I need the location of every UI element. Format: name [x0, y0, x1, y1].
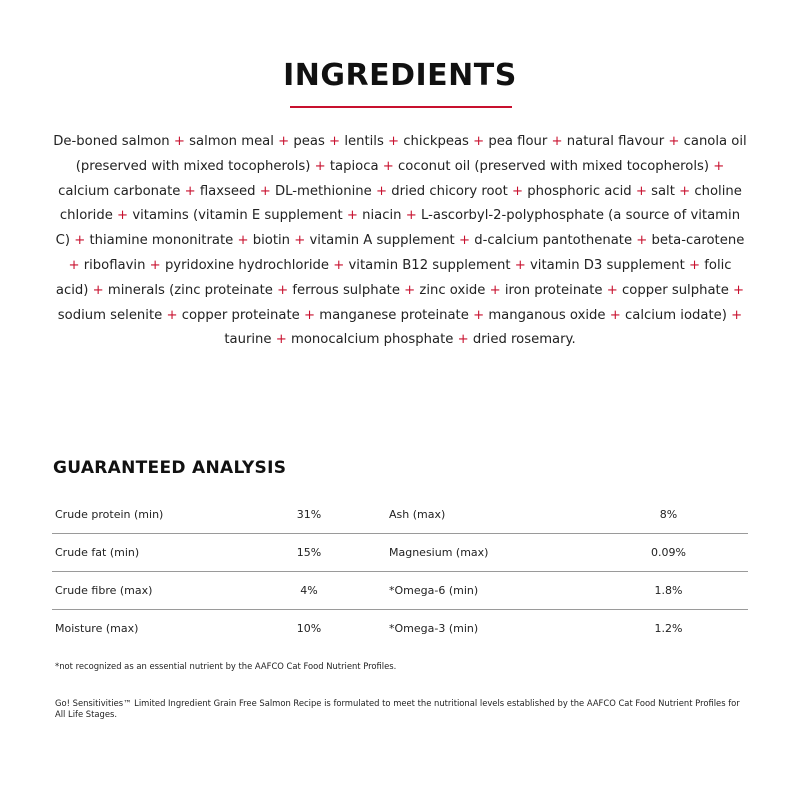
ingredient-item: folic acid)	[55, 257, 732, 298]
table-row	[52, 496, 748, 534]
ingredient-item: dried chicory root	[391, 183, 508, 199]
ingredient-item: pea flour	[488, 134, 548, 149]
ingredients-list	[52, 130, 748, 353]
ingredient-item: ferrous sulphate	[292, 282, 400, 298]
plus-separator: +	[184, 183, 196, 199]
footnote-omega: *not recognized as an essential nutrient by the AAFCO Cat Food Nutrient Profiles.	[55, 661, 397, 671]
plus-separator: +	[679, 183, 691, 199]
ingredient-item: taurine	[224, 332, 272, 348]
plus-separator: +	[405, 208, 417, 224]
plus-separator: +	[473, 134, 485, 149]
ingredient-item: chickpeas	[403, 134, 469, 149]
plus-separator: +	[314, 158, 326, 174]
plus-separator: +	[404, 282, 416, 298]
ingredient-item: vitamin B12 supplement	[348, 257, 511, 273]
plus-separator: +	[473, 307, 485, 323]
nutrient-label: Crude fat (min)	[52, 534, 289, 572]
ingredient-item: salt	[651, 183, 675, 199]
plus-separator: +	[294, 233, 306, 249]
plus-separator: +	[388, 134, 400, 149]
nutrient-value: 0.09%	[589, 534, 748, 572]
table-row	[52, 572, 748, 610]
ingredient-item: L-ascorbyl-2-polyphosphate (a source of vitamin C)	[55, 208, 741, 249]
plus-separator: +	[458, 233, 470, 249]
plus-separator: +	[237, 233, 249, 249]
plus-separator: +	[375, 183, 387, 199]
ingredient-item: calcium carbonate	[58, 183, 181, 199]
nutrient-value: 15%	[289, 534, 329, 572]
ingredient-item: flaxseed	[199, 183, 256, 199]
plus-separator: +	[329, 134, 341, 149]
nutrient-value: 4%	[289, 572, 329, 610]
plus-separator: +	[68, 257, 80, 273]
plus-separator: +	[173, 134, 185, 149]
table-row	[52, 610, 748, 648]
ingredient-item: thiamine mononitrate	[89, 233, 234, 249]
nutrient-value: 1.2%	[654, 622, 683, 635]
nutrient-label: Crude protein (min)	[52, 496, 289, 534]
ingredient-item: vitamins (vitamin E supplement	[132, 208, 343, 224]
plus-separator: +	[512, 183, 524, 199]
ingredient-item: iron proteinate	[504, 282, 603, 298]
ingredient-item: salmon meal	[189, 134, 274, 149]
plus-separator: +	[277, 282, 289, 298]
plus-separator: +	[713, 158, 725, 174]
ingredient-item: vitamin D3 supplement	[530, 257, 685, 273]
ingredient-item: d-calcium pantothenate	[474, 233, 633, 249]
ingredient-item: copper sulphate	[622, 282, 729, 298]
nutrient-value: 8%	[589, 496, 748, 534]
ingredient-item: tapioca	[329, 158, 379, 174]
plus-separator: +	[635, 183, 647, 199]
nutrient-label: *Omega-3 (min)	[389, 622, 479, 635]
ingredient-item: zinc oxide	[419, 282, 486, 298]
plus-separator: +	[278, 134, 290, 149]
ingredient-item: riboflavin	[83, 257, 146, 273]
plus-separator: +	[92, 282, 104, 298]
plus-separator: +	[514, 257, 526, 273]
ingredient-item: vitamin A supplement	[309, 233, 455, 249]
nutrient-label: Moisture (max)	[55, 622, 139, 635]
ingredient-item: sodium selenite	[57, 307, 163, 323]
plus-separator: +	[609, 307, 621, 323]
plus-separator: +	[733, 282, 745, 298]
plus-separator: +	[259, 183, 271, 199]
ingredient-item: manganous oxide	[488, 307, 606, 323]
nutrient-value: 10%	[296, 622, 322, 635]
plus-separator: +	[74, 233, 86, 249]
ingredient-item: manganese proteinate	[319, 307, 469, 323]
plus-separator: +	[606, 282, 618, 298]
ingredient-item: copper proteinate	[181, 307, 300, 323]
ingredient-item: phosphoric acid	[527, 183, 632, 199]
plus-separator: +	[489, 282, 501, 298]
ingredient-item: biotin	[252, 233, 291, 249]
plus-separator: +	[636, 233, 648, 249]
ingredients-underline	[290, 106, 512, 108]
ingredient-item: lentils	[344, 134, 384, 149]
plus-separator: +	[551, 134, 563, 149]
ingredient-item: DL-methionine	[274, 183, 372, 199]
ingredient-item: monocalcium phosphate	[290, 332, 454, 348]
plus-separator: +	[149, 257, 161, 273]
nutrient-label: Magnesium (max)	[389, 534, 589, 572]
ingredient-item: choline chloride	[59, 183, 742, 224]
ingredient-item: pyridoxine hydrochloride	[164, 257, 330, 273]
footnote-aafco-statement: Go! Sensitivities™ Limited Ingredient Grain Free Salmon Recipe is formulated to meet the nutritional levels established by the AAFCO Cat Food Nutrient Profiles for All Life Stages.	[55, 698, 740, 719]
guaranteed-analysis-title: GUARANTEED ANALYSIS	[53, 458, 287, 478]
ingredient-item: dried rosemary.	[472, 332, 576, 348]
ingredient-item: natural flavour	[566, 134, 665, 149]
ingredient-item: calcium iodate)	[625, 307, 727, 323]
plus-separator: +	[303, 307, 316, 323]
plus-separator: +	[457, 332, 469, 348]
plus-separator: +	[275, 332, 287, 348]
ingredients-title: INGREDIENTS	[283, 58, 517, 93]
ingredient-item: niacin	[362, 208, 402, 224]
ingredient-item: peas	[293, 134, 325, 149]
table-row	[52, 534, 748, 572]
plus-separator: +	[166, 307, 178, 323]
nutrient-label: Crude fibre (max)	[52, 572, 289, 610]
ingredient-item: coconut oil (preserved with mixed tocopherols)	[398, 158, 710, 174]
guaranteed-analysis-table	[52, 496, 748, 647]
plus-separator: +	[346, 208, 358, 224]
plus-separator: +	[382, 158, 394, 174]
nutrient-value: 1.8%	[589, 572, 748, 610]
ingredient-item: beta-carotene	[651, 233, 745, 249]
ingredient-item: De-boned salmon	[53, 134, 170, 149]
nutrient-value: 31%	[289, 496, 329, 534]
ingredient-item: minerals (zinc proteinate	[107, 282, 273, 298]
plus-separator: +	[668, 134, 680, 149]
plus-separator: +	[688, 257, 701, 273]
nutrient-label: *Omega-6 (min)	[389, 572, 589, 610]
plus-separator: +	[731, 307, 743, 323]
plus-separator: +	[333, 257, 345, 273]
nutrient-label: Ash (max)	[389, 496, 589, 534]
plus-separator: +	[117, 208, 129, 224]
ingredient-item: canola oil (preserved with mixed tocopherols)	[75, 134, 747, 174]
